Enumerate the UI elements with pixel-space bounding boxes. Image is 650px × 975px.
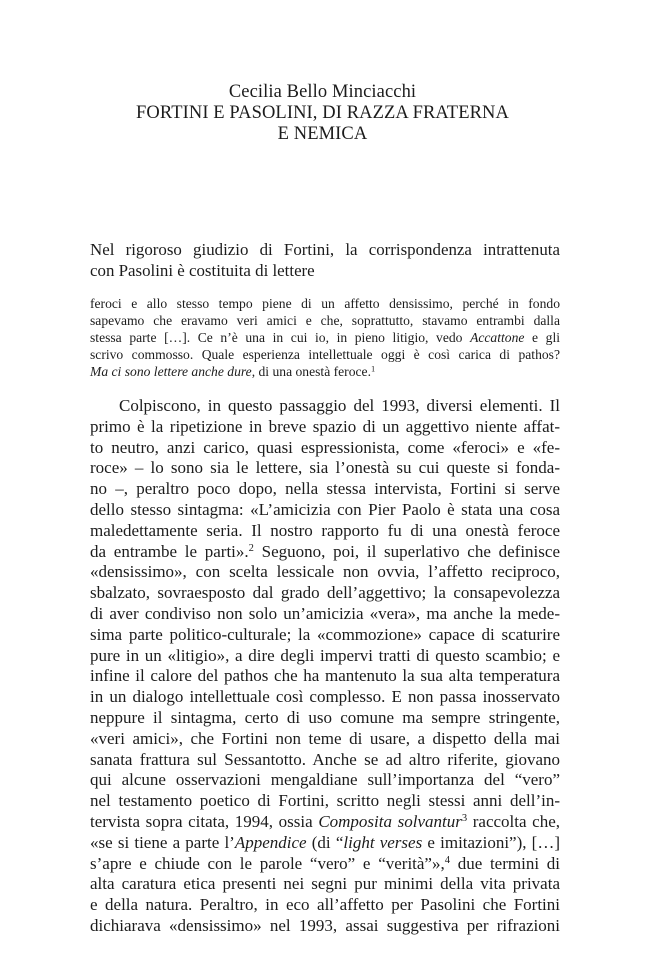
author-name: Cecilia Bello Minciacchi (228, 82, 417, 102)
text-line: maledettamente seria. Il nostro rapporto fu di una onestà feroce (90, 520, 560, 540)
quote-line: scrivo commosso. Quale esperienza intellettuale oggi è così carica di pathos? (90, 347, 560, 362)
text-line: nel testamento poetico di Fortini, scritto negli stessi anni dell’in- (90, 791, 560, 811)
text-line: «densissimo», con scelta lessicale non ovvia, l’affetto reciproco, (90, 562, 560, 582)
text-line: s’apre e chiude con le parole “vero” e “verità”»,$^4$ due termini di (90, 853, 560, 873)
text-line: con Pasolini è costituita di lettere (90, 261, 315, 280)
film-title: Accattone (470, 330, 525, 345)
quote-line: stessa parte […]. Ce n’è una in cui io, in pieno litigio, vedo Accattone e gli (90, 330, 561, 345)
footnote-ref-1: 1 (370, 363, 376, 374)
text-line: primo è la ripetizione in breve spazio di un aggettivo niente affat- (90, 416, 560, 436)
text-line: dichiarava «densissimo» nel 1993, assai suggestiva per rifrazioni (90, 915, 560, 935)
chapter-title-line-2: E NEMICA (277, 124, 368, 144)
text-line: Colpiscono, in questo passaggio del 1993, diversi elementi. Il (119, 396, 560, 415)
chapter-title-line-1: FORTINI E PASOLINI, DI RAZZA FRATERNA (136, 103, 509, 123)
quote-line: sapevamo che eravamo veri amici e che, soprattutto, stavamo entrambi dalla (90, 313, 560, 328)
text-line: infine il calore del pathos che ha mantenuto la sua alta temperatura (90, 666, 560, 686)
text-line: in un dialogo intellettuale così complesso. E non passa inosservato (90, 687, 560, 707)
text-line: sanata frattura sul Sessantotto. Anche se ad altro riferite, giovano (90, 749, 560, 769)
footnote-ref-3: 3 (461, 813, 468, 825)
intro-paragraph (90, 239, 560, 281)
text-line: qui alcune osservazioni mengaldiane sull’importanza del “vero” (90, 770, 560, 790)
text-line: neppure il sintagma, certo di uso comune ma sempre stringente, (90, 707, 560, 727)
text-line: «veri amici», che Fortini non teme di usare, a dispetto della mai (90, 728, 560, 748)
text-line: Nel rigoroso giudizio di Fortini, la corrispondenza intrattenuta (90, 240, 560, 259)
text-line: to neutro, anzi carico, quasi espressionista, come «feroci» e «fe- (90, 437, 560, 457)
footnote-ref-2: 2 (248, 542, 254, 554)
text-line: pure in un «litigio», a dire degli impervi tratti di questo scambio; e (90, 645, 560, 665)
block-quote (90, 295, 560, 380)
quote-line: feroci e allo stesso tempo piene di un affetto densissimo, perché in fondo (90, 296, 560, 311)
chapter-header (90, 82, 555, 145)
text-line: roce» – lo sono sia le lettere, sia l’onestà su cui queste si fonda- (90, 458, 560, 478)
text-line: sbalzato, sovraesposto dal grado dell’aggettivo; la consapevolezza (90, 583, 560, 603)
text-line: no –, peraltro poco dopo, nella stessa intervista, Fortini si serve (90, 479, 560, 499)
text-line: e della natura. Peraltro, in eco all’affetto per Pasolini che Fortini (90, 895, 560, 915)
text-line: sima parte politico-culturale; la «commozione» capace di scaturire (90, 624, 560, 644)
book-title: Composita solvantur (318, 811, 462, 831)
text-line: da entrambe le parti».$^2$ Seguono, poi, il superlativo che definisce (90, 541, 560, 561)
body-paragraph (90, 396, 560, 937)
text-line: «se si tiene a parte l’Appendice (di “light verses e imitazioni”), […] (90, 832, 561, 852)
text-line: alta caratura etica presenti nei segni pur minimi della vita privata (90, 874, 560, 894)
quote-line: Ma ci sono lettere anche dure, di una onestà feroce.$^1$ (90, 363, 376, 379)
footnote-ref-4: 4 (444, 854, 450, 866)
text-line: dello stesso sintagma: «L’amicizia con Pier Paolo è stata una cosa (90, 499, 560, 519)
text-line: tervista sopra citata, 1994, ossia Composita solvantur$^3$ raccolta che, (90, 811, 560, 831)
text-line: di aver condiviso non solo un’amicizia «vera», ma anche la mede- (90, 603, 560, 623)
